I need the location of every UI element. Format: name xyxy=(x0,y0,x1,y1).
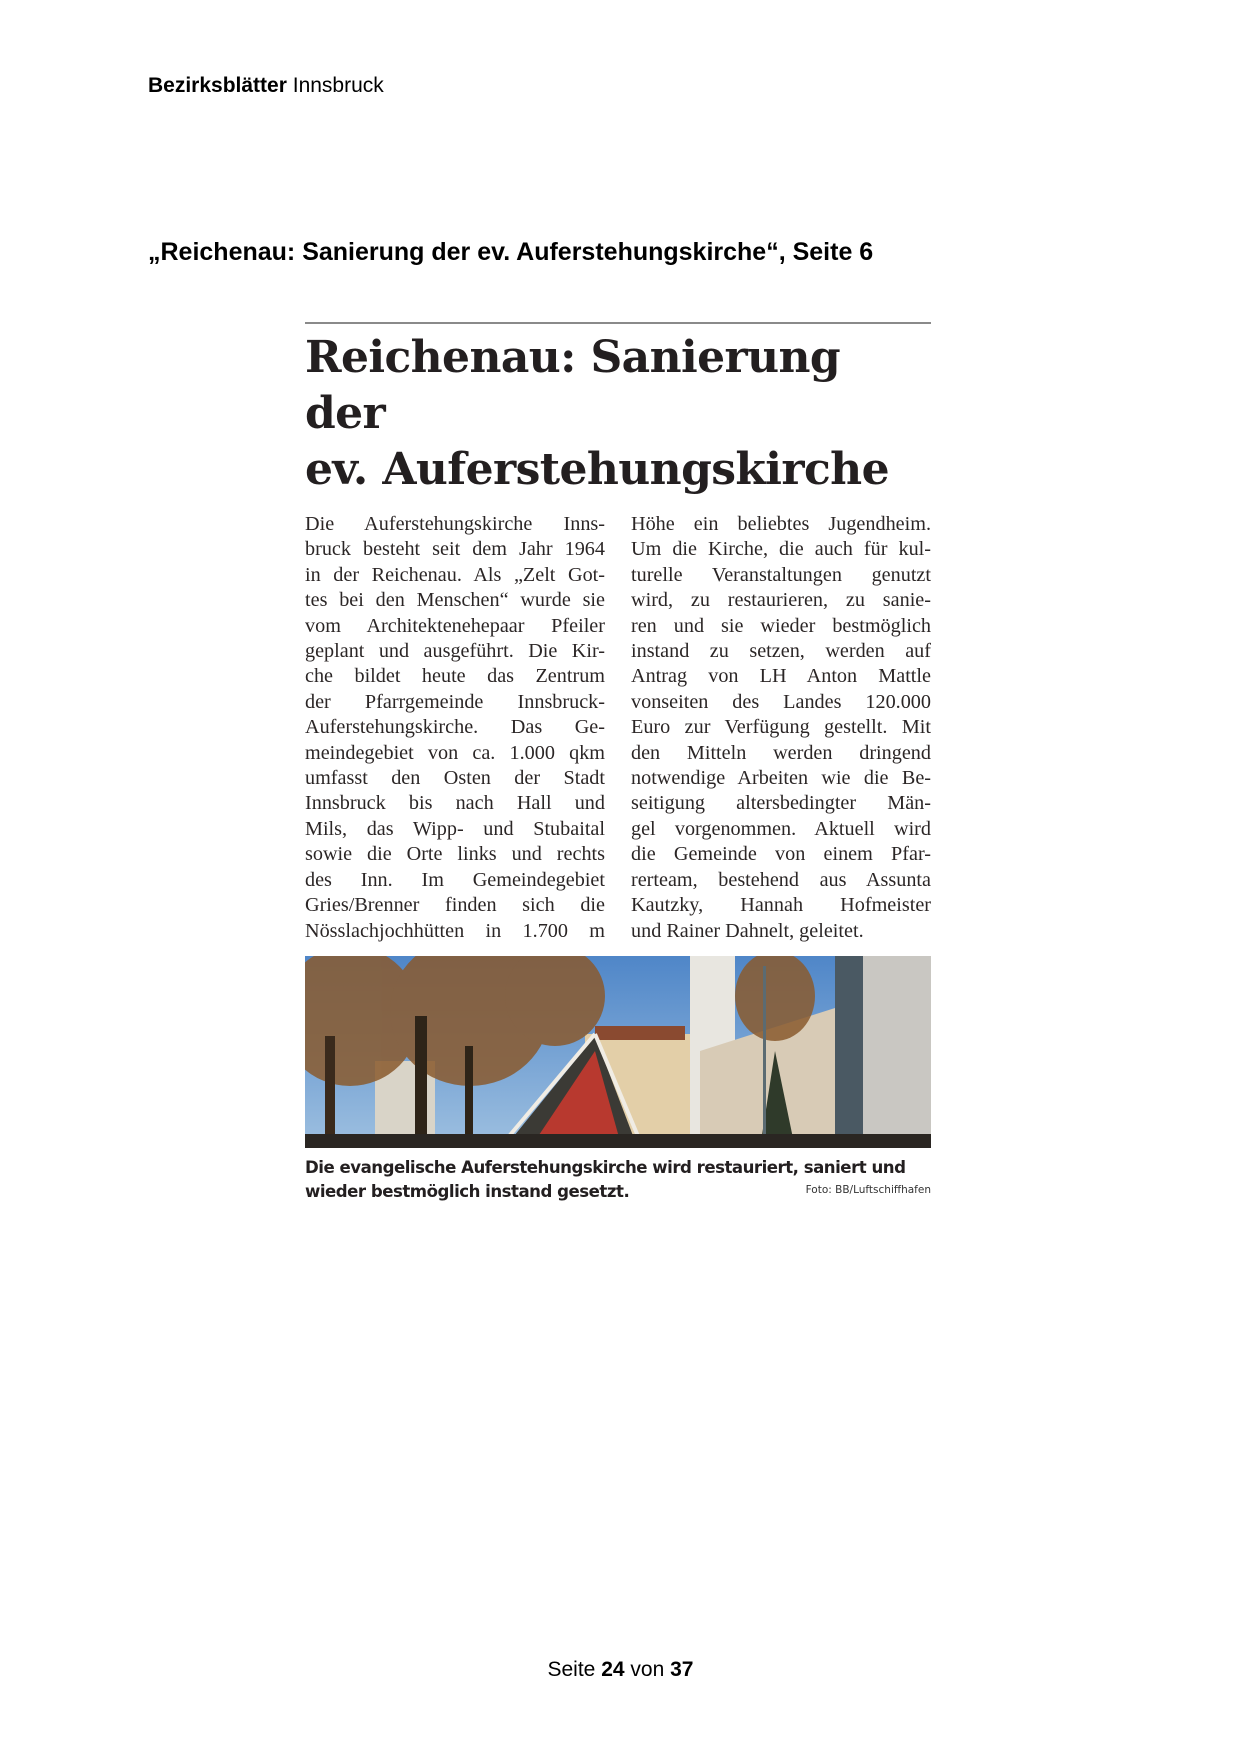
article-text-line: bruck besteht seit dem Jahr 1964 xyxy=(305,538,605,561)
article-text-line: Gries/Brenner finden sich die xyxy=(305,894,605,917)
article-text-line: der Pfarrgemeinde Innsbruck- xyxy=(305,690,605,713)
footer-prefix: Seite xyxy=(547,1658,596,1681)
article-text-line: umfasst den Osten der Stadt xyxy=(305,767,605,790)
article-text-line: che bildet heute das Zentrum xyxy=(305,665,605,688)
article-column-2 xyxy=(631,512,931,944)
article-text-line: geplant und ausgeführt. Die Kir- xyxy=(305,640,605,663)
article-text-line: Um die Kirche, die auch für kul- xyxy=(631,538,931,561)
article-text-line: Euro zur Verfügung gestellt. Mit xyxy=(631,716,931,739)
article-text-line: Antrag von LH Anton Mattle xyxy=(631,665,931,688)
page-footer xyxy=(0,1658,1241,1682)
photo-credit: Foto: BB/Luftschiffhafen xyxy=(805,1183,931,1196)
article-text-line: turelle Veranstaltungen genutzt xyxy=(631,563,931,586)
article-text-line: sowie die Orte links und rechts xyxy=(305,843,605,866)
article-text-line: vonseiten des Landes 120.000 xyxy=(631,690,931,713)
article-text-line: Die Auferstehungskirche Inns- xyxy=(305,513,605,535)
article-text-line: notwendige Arbeiten wie die Be- xyxy=(631,767,931,790)
article-text-line: Innsbruck bis nach Hall und xyxy=(305,792,605,815)
caption-text: Die evangelische Auferstehungskirche wird restauriert, saniert und wieder bestmöglich instand gesetzt. xyxy=(305,1157,906,1201)
article-column-1 xyxy=(305,512,605,944)
article-text-line: und Rainer Dahnelt, geleitet. xyxy=(631,919,864,942)
total-page-count: 37 xyxy=(670,1658,694,1681)
article-text-line: tes bei den Menschen“ wurde sie xyxy=(305,589,605,612)
publication-name: Bezirksblätter xyxy=(148,74,287,97)
page-header xyxy=(148,74,384,98)
footer-middle: von xyxy=(630,1658,665,1681)
article-text-line: vom Architektenehepaar Pfeiler xyxy=(305,614,605,637)
newspaper-clipping xyxy=(305,322,931,1204)
article-reference-title: „Reichenau: Sanierung der ev. Auferstehungskirche“, Seite 6 xyxy=(148,238,874,266)
lamp-post xyxy=(763,966,766,1148)
article-text-line: den Mitteln werden dringend xyxy=(631,741,931,764)
article-text-line: die Gemeinde von einem Pfar- xyxy=(631,843,931,866)
article-text-line: Auferstehungskirche. Das Ge- xyxy=(305,716,605,739)
article-text-line: Höhe ein beliebtes Jugendheim. xyxy=(631,513,931,535)
article-text-line: meindegebiet von ca. 1.000 qkm xyxy=(305,741,605,764)
article-text-line: seitigung altersbedingter Män- xyxy=(631,792,931,815)
article-headline xyxy=(305,330,931,498)
article-text-line: in der Reichenau. Als „Zelt Got- xyxy=(305,563,605,586)
street-foreground xyxy=(305,1134,931,1148)
article-text-line: gel vorgenommen. Aktuell wird xyxy=(631,817,931,840)
photo-caption xyxy=(305,1156,931,1204)
church-photo xyxy=(305,956,931,1148)
article-text-line: ren und sie wieder bestmöglich xyxy=(631,614,931,637)
article-text-line: wird, zu restaurieren, zu sanie- xyxy=(631,589,931,612)
publication-region: Innsbruck xyxy=(292,74,384,97)
top-rule xyxy=(305,322,931,324)
article-text-line: instand zu setzen, werden auf xyxy=(631,640,931,663)
article-text-line: Kautzky, Hannah Hofmeister xyxy=(631,894,931,917)
article-body xyxy=(305,512,931,944)
article-text-line: rerteam, bestehend aus Assunta xyxy=(631,868,931,891)
article-text-line: des Inn. Im Gemeindegebiet xyxy=(305,868,605,891)
headline-line-1: Reichenau: Sanierung der xyxy=(305,332,841,439)
article-text-line: Mils, das Wipp- und Stubaital xyxy=(305,817,605,840)
headline-line-2: ev. Auferstehungskirche xyxy=(305,444,889,495)
current-page-number: 24 xyxy=(601,1658,625,1681)
article-text-line: Nösslachjochhütten in 1.700 m xyxy=(305,919,605,942)
church-photo-illustration xyxy=(305,956,931,1148)
